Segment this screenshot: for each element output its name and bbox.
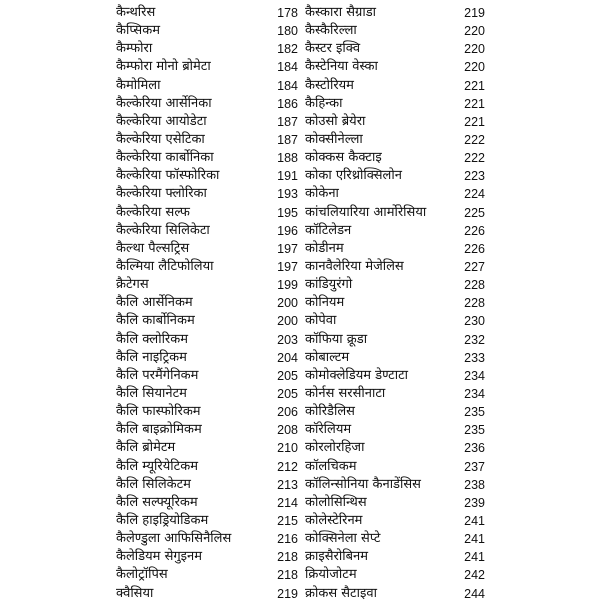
entry-page-number: 210 xyxy=(277,441,298,456)
entry-page-number: 187 xyxy=(277,114,298,129)
entry-page-number: 235 xyxy=(464,405,485,420)
entry-page-number: 241 xyxy=(464,532,485,547)
entry-name: कैलेण्डुला आफिसिनैलिस xyxy=(116,531,232,547)
index-entry xyxy=(116,421,300,439)
entry-page-number: 187 xyxy=(277,132,298,147)
entry-page-number: 237 xyxy=(464,459,485,474)
entry-name: क्रियोजोटम xyxy=(305,567,357,583)
index-entry xyxy=(116,58,300,76)
entry-name: कैलि नाइट्रिकम xyxy=(116,349,187,365)
entry-name: कैल्केरिया सल्फ xyxy=(116,204,190,220)
index-entry xyxy=(305,58,485,76)
entry-name: क्वैसिया xyxy=(116,585,154,601)
index-entry xyxy=(116,476,300,494)
entry-page-number: 188 xyxy=(277,151,298,166)
entry-page-number: 218 xyxy=(277,568,298,583)
index-entry xyxy=(116,204,300,222)
entry-name: क्रैटेगस xyxy=(116,277,149,293)
entry-name: कैलि हाइड्रियोडिकम xyxy=(116,512,209,528)
entry-name: कैलि सियानेटम xyxy=(116,385,187,401)
entry-page-number: 215 xyxy=(277,513,298,528)
index-entry xyxy=(305,4,485,22)
entry-page-number: 230 xyxy=(464,314,485,329)
index-entry xyxy=(305,367,485,385)
entry-page-number: 234 xyxy=(464,368,485,383)
entry-name: कोरलोरहिजा xyxy=(305,440,365,456)
entry-page-number: 216 xyxy=(277,532,298,547)
entry-page-number: 220 xyxy=(464,60,485,75)
index-entry xyxy=(305,349,485,367)
entry-page-number: 182 xyxy=(277,42,298,57)
entry-name: कानवैलेरिया मेजेलिस xyxy=(305,258,404,274)
entry-page-number: 226 xyxy=(464,241,485,256)
entry-page-number: 180 xyxy=(277,24,298,39)
index-entry xyxy=(116,294,300,312)
entry-name: कैल्केरिया आयोडेटा xyxy=(116,113,207,129)
entry-page-number: 184 xyxy=(277,60,298,75)
entry-name: कोपेवा xyxy=(305,313,337,329)
entry-page-number: 203 xyxy=(277,332,298,347)
index-entry xyxy=(116,367,300,385)
index-entry xyxy=(305,421,485,439)
entry-page-number: 221 xyxy=(464,96,485,111)
entry-name: कैलि बाइक्रोमिकम xyxy=(116,422,202,438)
entry-page-number: 197 xyxy=(277,259,298,274)
entry-page-number: 225 xyxy=(464,205,485,220)
index-column-left xyxy=(116,4,300,603)
entry-name: कैहिन्का xyxy=(305,95,343,111)
index-entry xyxy=(116,22,300,40)
index-entry xyxy=(116,222,300,240)
index-entry xyxy=(116,95,300,113)
entry-name: कैल्केरिया कार्बोनिका xyxy=(116,150,214,166)
entry-page-number: 205 xyxy=(277,368,298,383)
index-entry xyxy=(305,131,485,149)
entry-name: कोक्सीनेल्ला xyxy=(305,131,363,147)
entry-page-number: 221 xyxy=(464,78,485,93)
entry-page-number: 228 xyxy=(464,296,485,311)
entry-name: कोका एरिथ्रोक्सिलोन xyxy=(305,168,402,184)
index-entry xyxy=(305,77,485,95)
entry-name: कैलि परमैंगेनिकम xyxy=(116,367,199,383)
entry-name: कैलि सिलिकेटम xyxy=(116,476,191,492)
entry-page-number: 200 xyxy=(277,314,298,329)
index-entry xyxy=(116,131,300,149)
index-entry xyxy=(305,403,485,421)
entry-name: कैस्कैरिल्ला xyxy=(305,23,357,39)
entry-name: कोक्कस कैक्टाइ xyxy=(305,150,382,166)
index-entry xyxy=(305,548,485,566)
index-entry xyxy=(116,566,300,584)
entry-page-number: 241 xyxy=(464,550,485,565)
index-entry xyxy=(305,476,485,494)
entry-name: कैलि ब्रोमेटम xyxy=(116,440,176,456)
entry-page-number: 212 xyxy=(277,459,298,474)
entry-name: कैलि आर्सेनिकम xyxy=(116,295,193,311)
index-entry xyxy=(116,512,300,530)
entry-page-number: 224 xyxy=(464,187,485,202)
index-entry xyxy=(305,294,485,312)
entry-name: क्रोकस सैटाइवा xyxy=(305,585,377,601)
index-entry xyxy=(116,458,300,476)
entry-page-number: 184 xyxy=(277,78,298,93)
entry-page-number: 195 xyxy=(277,205,298,220)
entry-name: कैल्मिया लैटिफोलिया xyxy=(116,258,214,274)
entry-page-number: 208 xyxy=(277,423,298,438)
entry-page-number: 238 xyxy=(464,477,485,492)
entry-name: कैमोमिला xyxy=(116,77,161,93)
index-entry xyxy=(116,77,300,95)
index-entry xyxy=(305,494,485,512)
entry-page-number: 222 xyxy=(464,151,485,166)
entry-page-number: 223 xyxy=(464,169,485,184)
index-entry xyxy=(116,530,300,548)
index-entry xyxy=(116,331,300,349)
index-entry xyxy=(116,113,300,131)
entry-page-number: 197 xyxy=(277,241,298,256)
entry-name: कॉफिया क्रूडा xyxy=(305,331,368,347)
entry-name: कैलि सल्फ्यूरिकम xyxy=(116,494,198,510)
entry-name: क्राइसैरोबिनम xyxy=(305,549,368,565)
entry-page-number: 236 xyxy=(464,441,485,456)
entry-page-number: 220 xyxy=(464,42,485,57)
entry-page-number: 196 xyxy=(277,223,298,238)
entry-page-number: 218 xyxy=(277,550,298,565)
entry-page-number: 220 xyxy=(464,24,485,39)
index-entry xyxy=(116,167,300,185)
entry-page-number: 191 xyxy=(277,169,298,184)
index-entry xyxy=(116,385,300,403)
index-entry xyxy=(305,258,485,276)
entry-page-number: 219 xyxy=(277,586,298,601)
index-entry xyxy=(305,240,485,258)
entry-name: कैल्केरिया आर्सेनिका xyxy=(116,95,212,111)
entry-name: कैस्कारा सैग्राडा xyxy=(305,5,377,20)
entry-name: कोक्सिनेला सेप्टे xyxy=(305,531,381,547)
index-entry xyxy=(305,113,485,131)
entry-name: कैम्फोरा xyxy=(116,41,153,57)
index-entry xyxy=(116,258,300,276)
index-entry xyxy=(305,40,485,58)
entry-page-number: 242 xyxy=(464,568,485,583)
entry-page-number: 200 xyxy=(277,296,298,311)
entry-name: कोबाल्टम xyxy=(305,349,350,365)
index-entry xyxy=(305,530,485,548)
index-entry xyxy=(116,240,300,258)
index-entry xyxy=(305,512,485,530)
index-entry xyxy=(305,204,485,222)
entry-page-number: 222 xyxy=(464,132,485,147)
entry-name: कैल्था पैल्सट्रिस xyxy=(116,240,190,256)
index-entry xyxy=(305,222,485,240)
index-entry xyxy=(305,149,485,167)
entry-name: कोकेना xyxy=(305,186,339,202)
index-entry xyxy=(116,276,300,294)
entry-name: कैलि म्यूरियेटिकम xyxy=(116,458,198,474)
index-entry xyxy=(305,331,485,349)
entry-page-number: 205 xyxy=(277,386,298,401)
entry-name: कैल्केरिया एसेटिका xyxy=(116,131,205,147)
entry-page-number: 199 xyxy=(277,278,298,293)
entry-name: कॉरेलियम xyxy=(305,422,352,438)
entry-name: कैल्केरिया सिलिकेटा xyxy=(116,222,210,238)
entry-name: कोलोसिन्थिस xyxy=(305,494,367,510)
entry-name: कैलि क्लोरिकम xyxy=(116,331,189,347)
index-entry xyxy=(305,167,485,185)
index-entry xyxy=(305,276,485,294)
entry-name: कैलोट्रॉपिस xyxy=(116,567,168,583)
index-column-right xyxy=(305,4,485,603)
entry-name: कोउसो ब्रेयेरा xyxy=(305,113,366,129)
index-entry xyxy=(305,385,485,403)
entry-name: कोडीनम xyxy=(305,240,344,256)
entry-name: कोनियम xyxy=(305,295,345,311)
entry-page-number: 219 xyxy=(464,6,485,20)
entry-name: कैस्टेनिया वेस्का xyxy=(305,59,378,75)
entry-name: कैन्थरिस xyxy=(116,5,156,20)
index-entry xyxy=(116,40,300,58)
index-entry xyxy=(305,185,485,203)
entry-name: कोमोक्लेडियम डेण्टाटा xyxy=(305,367,408,383)
entry-name: कैल्केरिया फॉस्फोरिका xyxy=(116,168,220,184)
index-entry xyxy=(305,458,485,476)
entry-name: कैल्केरिया फ्लोरिका xyxy=(116,186,207,202)
entry-name: कांचलियारिया आर्मोरेसिया xyxy=(305,204,427,220)
entry-name: कॉटिलेडन xyxy=(305,222,352,238)
entry-name: कोर्नस सरसीनाटा xyxy=(305,385,386,401)
entry-page-number: 227 xyxy=(464,259,485,274)
entry-page-number: 234 xyxy=(464,386,485,401)
entry-page-number: 232 xyxy=(464,332,485,347)
entry-name: कोरिडैलिस xyxy=(305,404,355,420)
index-entry xyxy=(116,439,300,457)
index-entry xyxy=(116,185,300,203)
index-entry xyxy=(305,566,485,584)
index-entry xyxy=(116,494,300,512)
entry-name: कैलि फास्फोरिकम xyxy=(116,404,201,420)
entry-page-number: 186 xyxy=(277,96,298,111)
entry-name: कॉलिन्सोनिया कैनाडेंसिस xyxy=(305,476,421,492)
entry-page-number: 178 xyxy=(277,6,298,20)
entry-page-number: 204 xyxy=(277,350,298,365)
entry-name: कॉलचिकम xyxy=(305,458,357,474)
entry-name: कोलेस्टेरिनम xyxy=(305,512,363,528)
index-entry xyxy=(305,95,485,113)
entry-page-number: 226 xyxy=(464,223,485,238)
entry-page-number: 233 xyxy=(464,350,485,365)
entry-page-number: 239 xyxy=(464,495,485,510)
entry-page-number: 214 xyxy=(277,495,298,510)
entry-page-number: 228 xyxy=(464,278,485,293)
index-entry xyxy=(305,312,485,330)
entry-page-number: 241 xyxy=(464,513,485,528)
entry-page-number: 221 xyxy=(464,114,485,129)
entry-name: कैस्टर इक्वि xyxy=(305,41,361,57)
entry-name: कैप्सिकम xyxy=(116,23,160,39)
index-entry xyxy=(305,439,485,457)
entry-page-number: 244 xyxy=(464,586,485,601)
index-entry xyxy=(116,312,300,330)
index-entry xyxy=(116,403,300,421)
entry-name: कैलेडियम सेगुइनम xyxy=(116,549,203,565)
index-entry xyxy=(116,4,300,22)
entry-name: कांडियुरंगो xyxy=(305,277,353,293)
entry-name: कैम्फोरा मोनो ब्रोमेटा xyxy=(116,59,211,75)
entry-page-number: 235 xyxy=(464,423,485,438)
index-entry xyxy=(116,149,300,167)
index-entry xyxy=(116,548,300,566)
entry-name: कैलि कार्बोनिकम xyxy=(116,313,195,329)
entry-page-number: 213 xyxy=(277,477,298,492)
entry-page-number: 193 xyxy=(277,187,298,202)
index-entry xyxy=(305,22,485,40)
index-entry xyxy=(116,349,300,367)
entry-name: कैस्टोरियम xyxy=(305,77,354,93)
entry-page-number: 206 xyxy=(277,405,298,420)
